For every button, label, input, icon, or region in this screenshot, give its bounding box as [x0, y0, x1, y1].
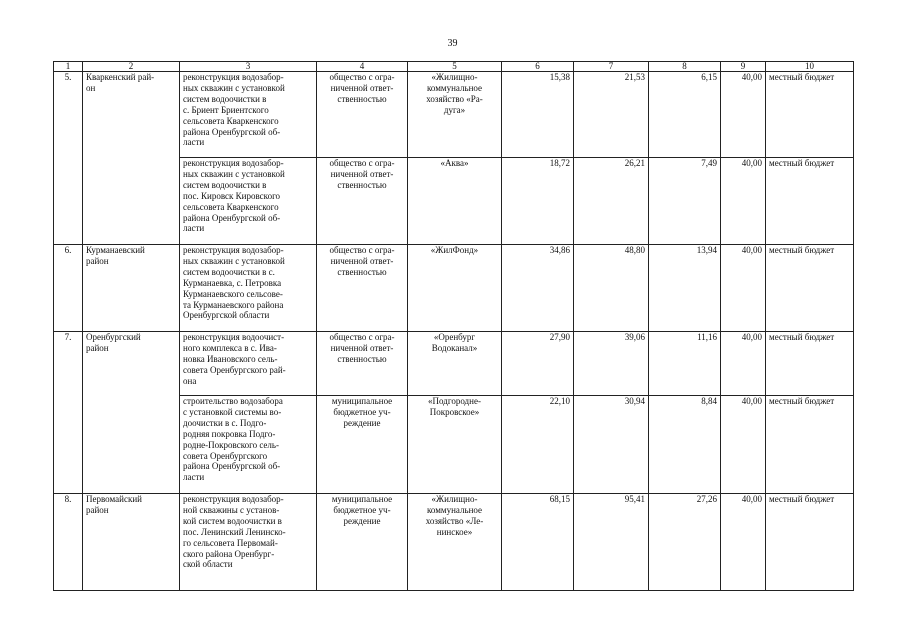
column-number-row [54, 62, 854, 72]
value-cell-7: 48,80 [574, 245, 649, 332]
value-cell-6: 18,72 [502, 158, 574, 245]
value-cell-8: 7,49 [649, 158, 721, 245]
program-table [53, 61, 854, 591]
organization-name-cell: «Оренбург Водоканал» [408, 332, 502, 396]
value-cell-8: 11,16 [649, 332, 721, 396]
organization-name-cell: «Жилищно- коммунальное хозяйство «Ра- дуга» [408, 72, 502, 158]
value-cell-7: 26,21 [574, 158, 649, 245]
row-number-cell: 6. [54, 245, 83, 332]
value-cell-8: 6,15 [649, 72, 721, 158]
organization-name-cell: «ЖилФонд» [408, 245, 502, 332]
district-cell: Первомайский район [83, 494, 180, 591]
organization-form-cell: общество с огра- ниченной ответ- ственностью [317, 332, 408, 396]
district-cell: Кваркенский рай- он [83, 72, 180, 245]
row-number-cell: 5. [54, 72, 83, 245]
column-header: 10 [766, 62, 854, 72]
row-number-cell: 8. [54, 494, 83, 591]
object-description-cell: реконструкция водозабор- ных скважин с установкой систем водоочистки в пос. Кировск Кировского сельсовета Кваркенского района Оренбургской об- ласти [180, 158, 317, 245]
district-cell: Курманаевский район [83, 245, 180, 332]
value-cell-6: 34,86 [502, 245, 574, 332]
organization-form-cell: общество с огра- ниченной ответ- ственностью [317, 158, 408, 245]
page-number: 39 [447, 38, 458, 49]
funding-source-cell: местный бюджет [766, 158, 854, 245]
column-header: 8 [649, 62, 721, 72]
object-description-cell: реконструкция водоочист- ного комплекса в с. Ива- новка Ивановского сель- совета Оренбургского рай- она [180, 332, 317, 396]
organization-form-cell: общество с огра- ниченной ответ- ственностью [317, 245, 408, 332]
column-header: 9 [721, 62, 766, 72]
value-cell-9: 40,00 [721, 245, 766, 332]
object-description-cell: реконструкция водозабор- ных скважин с установкой систем водоочистки в с. Курманаевка, с. Петровка Курманаевского сельсове- та Курманаевского района Оренбургской области [180, 245, 317, 332]
funding-source-cell: местный бюджет [766, 396, 854, 494]
organization-name-cell: «Подгородне- Покровское» [408, 396, 502, 494]
value-cell-6: 27,90 [502, 332, 574, 396]
funding-source-cell: местный бюджет [766, 72, 854, 158]
value-cell-9: 40,00 [721, 494, 766, 591]
column-header: 1 [54, 62, 83, 72]
column-header: 6 [502, 62, 574, 72]
value-cell-8: 27,26 [649, 494, 721, 591]
column-header: 2 [83, 62, 180, 72]
table-row [54, 245, 854, 332]
organization-name-cell: «Аква» [408, 158, 502, 245]
value-cell-9: 40,00 [721, 332, 766, 396]
funding-source-cell: местный бюджет [766, 494, 854, 591]
object-description-cell: строительство водозабора с установкой системы во- доочистки в с. Подго- родняя покровка Подго- родне-Покровского сель- совета Оренбургского района Оренбургской об- ласти [180, 396, 317, 494]
value-cell-9: 40,00 [721, 158, 766, 245]
organization-form-cell: общество с огра- ниченной ответ- ственностью [317, 72, 408, 158]
value-cell-7: 39,06 [574, 332, 649, 396]
table-row [54, 494, 854, 591]
funding-source-cell: местный бюджет [766, 245, 854, 332]
column-header: 7 [574, 62, 649, 72]
column-header: 4 [317, 62, 408, 72]
table-body [54, 62, 854, 591]
district-cell: Оренбургский район [83, 332, 180, 494]
value-cell-7: 21,53 [574, 72, 649, 158]
value-cell-9: 40,00 [721, 72, 766, 158]
object-description-cell: реконструкция водозабор- ных скважин с установкой систем водоочистки в с. Бриент Бриентского сельсовета Кваркенского района Оренбургской об- ласти [180, 72, 317, 158]
column-header: 5 [408, 62, 502, 72]
organization-form-cell: муниципальное бюджетное уч- реждение [317, 396, 408, 494]
organization-name-cell: «Жилищно- коммунальное хозяйство «Ле- нинское» [408, 494, 502, 591]
value-cell-6: 68,15 [502, 494, 574, 591]
funding-source-cell: местный бюджет [766, 332, 854, 396]
value-cell-7: 95,41 [574, 494, 649, 591]
table-row [54, 72, 854, 158]
value-cell-6: 22,10 [502, 396, 574, 494]
row-number-cell: 7. [54, 332, 83, 494]
table-row [54, 332, 854, 396]
organization-form-cell: муниципальное бюджетное уч- реждение [317, 494, 408, 591]
value-cell-9: 40,00 [721, 396, 766, 494]
value-cell-8: 13,94 [649, 245, 721, 332]
object-description-cell: реконструкция водозабор- ной скважины с установ- кой систем водоочистки в пос. Ленинский Ленинско- го сельсовета Первомай- ского района Оренбург- ской области [180, 494, 317, 591]
column-header: 3 [180, 62, 317, 72]
value-cell-6: 15,38 [502, 72, 574, 158]
value-cell-7: 30,94 [574, 396, 649, 494]
value-cell-8: 8,84 [649, 396, 721, 494]
